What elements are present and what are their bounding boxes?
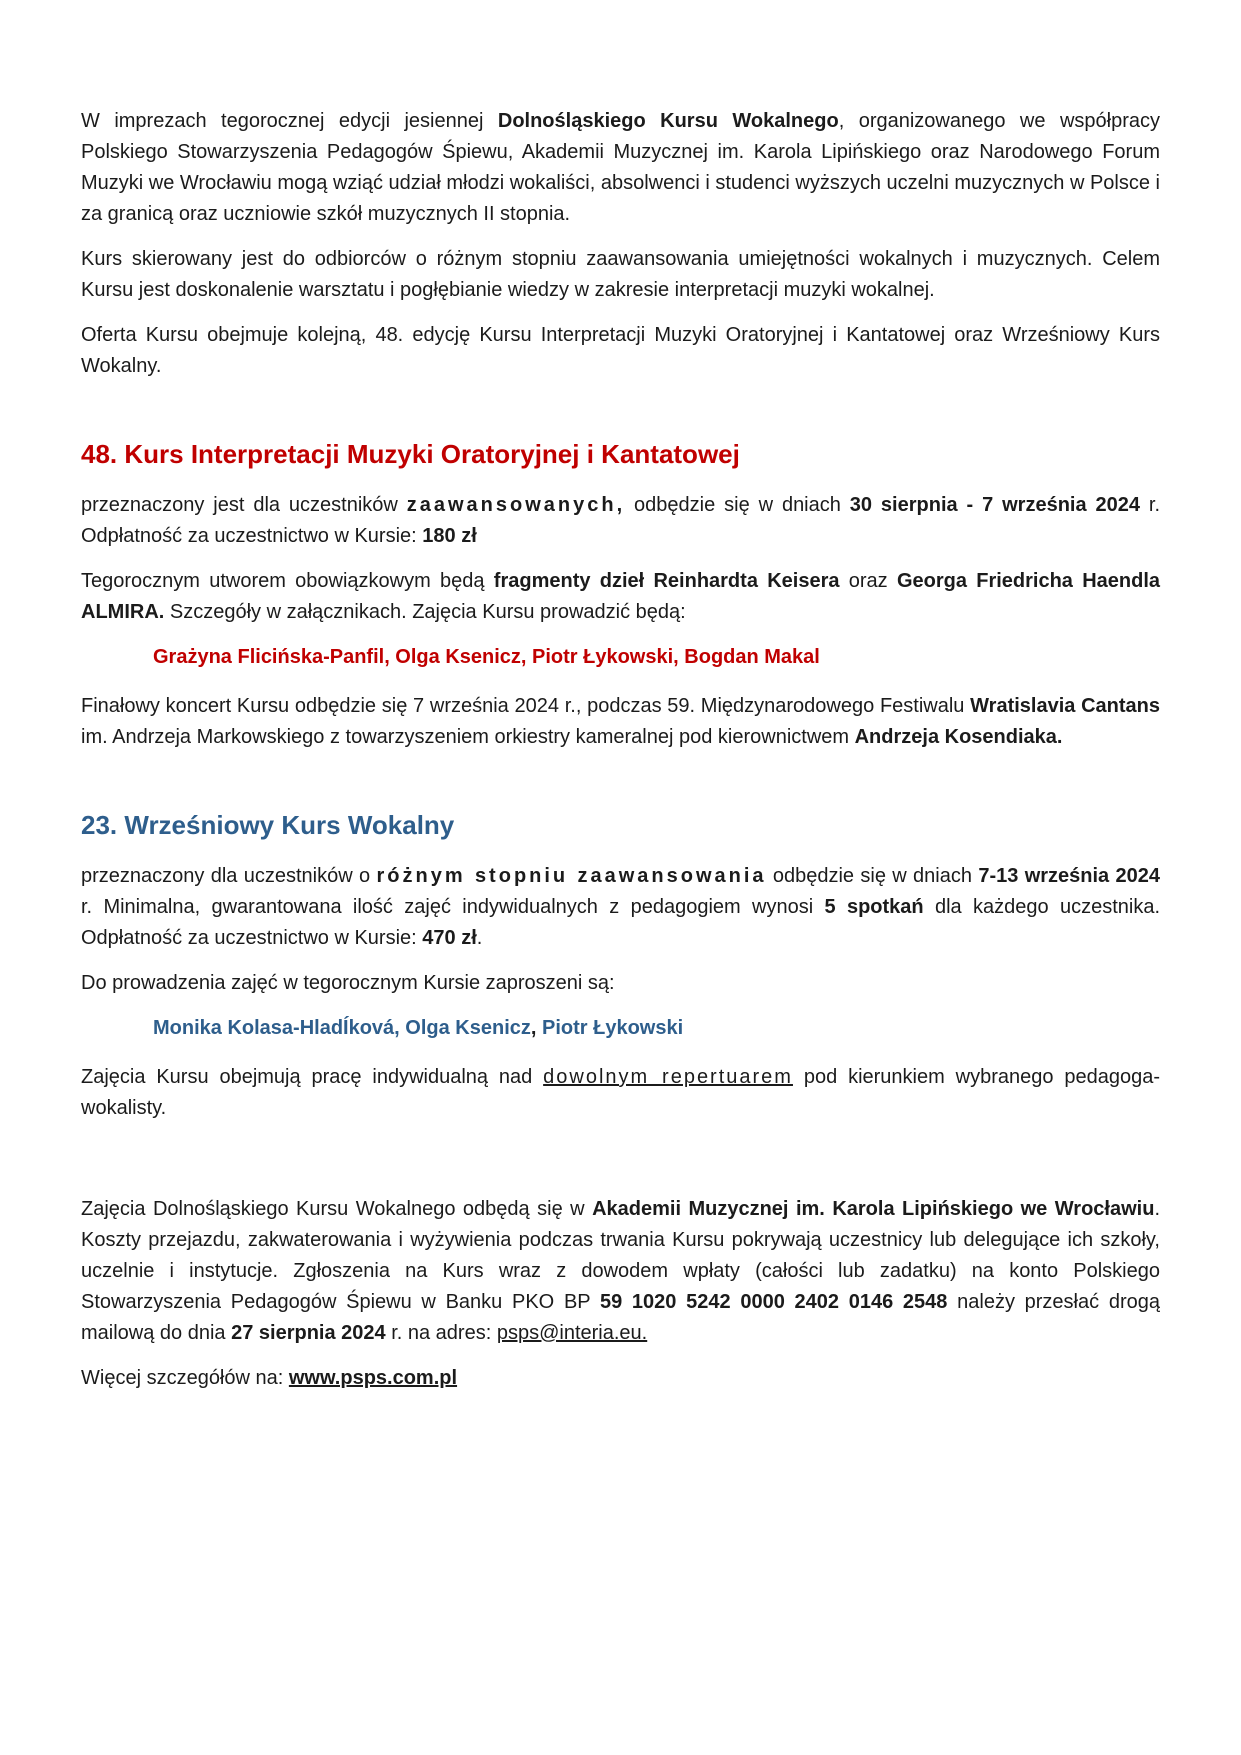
academy-name-bold: Akademii Muzycznej im. Karola Lipińskiego we Wrocławiu [592, 1198, 1155, 1220]
course23-date-range: 7-13 września 2024 [978, 865, 1160, 887]
email-link[interactable]: psps@interia.eu. [496, 1322, 648, 1344]
text-run: r. na adres: [385, 1322, 497, 1344]
text-run: . Koszty przejazdu, zakwaterowania i wyżywienia podczas trwania Kursu pokrywają uczestnicy lub delegujące ich szkoły, uczelnie i instytucje. Zgłoszenia na Kurs wraz z dowodem wpłaty (całości lub zadatku) na konto Polskiego Stowarzyszenia Pedagogów Śpiewu w Banku PKO BP [81, 1198, 1160, 1313]
conductor-name-bold: Andrzeja Kosendiaka. [854, 726, 1063, 748]
text-run: , organizowanego we współpracy Polskiego Stowarzyszenia Pedagogów Śpiewu, Akademii Muzycznej im. Karola Lipińskiego oraz Narodowego Forum Muzyki we Wrocławiu mogą wziąć udział młodzi wokaliści, absolwenci i studenci wyższych uczelni muzycznych w Polsce i za granicą oraz uczniowie szkół muzycznych II stopnia. [81, 110, 1160, 225]
text-run: . [476, 927, 483, 949]
text-run: Szczegóły w załącznikach. Zajęcia Kursu prowadzić będą: [164, 601, 686, 623]
course48-date-range: 30 sierpnia - 7 września 2024 [849, 494, 1140, 516]
paragraph-course48-dates [81, 490, 1160, 552]
text-run: Więcej szczegółów na: [81, 1367, 289, 1389]
paragraph-intro [81, 106, 1160, 230]
paragraph-course23-invite: Do prowadzenia zajęć w tegorocznym Kursie zaproszeni są: [81, 972, 615, 994]
level-emphasis: różnym stopniu zaawansowania [376, 865, 767, 887]
teacher-names-blue: Monika Kolasa-HladÍková, Olga Ksenicz [153, 1017, 531, 1039]
text-run: należy przesłać drogą mailową do dnia [81, 1291, 1160, 1344]
course48-fee: 180 zł [422, 525, 477, 547]
text-run: dla każdego uczestnika. Odpłatność za uczestnictwo w Kursie: [81, 896, 1161, 949]
text-run: oraz [839, 570, 897, 592]
bank-account-number: 59 1020 5242 0000 2402 0146 2548 [599, 1291, 948, 1313]
paragraph-course48-repertoire [81, 566, 1160, 628]
heading-course-48: 48. Kurs Interpretacji Muzyki Oratoryjnej i Kantatowej [81, 439, 740, 469]
heading-course-23: 23. Wrześniowy Kurs Wokalny [81, 810, 455, 840]
text-run: Finałowy koncert Kursu odbędzie się 7 września 2024 r., podczas 59. Międzynarodowego Festiwalu [81, 695, 971, 717]
text-run: im. Andrzeja Markowskiego z towarzyszeniem orkiestry kameralnej pod kierownictwem [81, 726, 855, 748]
text-run: r. Odpłatność za uczestnictwo w Kursie: [81, 494, 1160, 547]
text-run: W imprezach tegorocznej edycji jesiennej [81, 110, 498, 132]
text-run: r. Minimalna, gwarantowana ilość zajęć indywidualnych z pedagogiem wynosi [81, 896, 825, 918]
paragraph-course23-individual [81, 1062, 1160, 1124]
text-run: odbędzie się w dniach [625, 494, 850, 516]
comma-separator: , [530, 1017, 537, 1039]
text-run: przeznaczony dla uczestników o [81, 865, 377, 887]
teacher-names-blue: Piotr Łykowski [536, 1017, 684, 1039]
paragraph-course48-finale [81, 691, 1160, 753]
repertoire-keiser-bold: fragmenty dzieł Reinhardta Keisera [493, 570, 840, 592]
text-run: Zajęcia Dolnośląskiego Kursu Wokalnego odbędą się w [81, 1198, 593, 1220]
paragraph-audience: Kurs skierowany jest do odbiorców o różnym stopniu zaawansowania umiejętności wokalnych i muzycznych. Celem Kursu jest doskonalenie warsztatu i pogłębianie wiedzy w zakresie interpretacji muzyki wokalnej. [81, 248, 1160, 301]
paragraph-offer: Oferta Kursu obejmuje kolejną, 48. edycję Kursu Interpretacji Muzyki Oratoryjnej i Kantatowej oraz Wrześniowy Kurs Wokalny. [81, 324, 1160, 377]
paragraph-footer-more [81, 1363, 1160, 1394]
course23-meetings-bold: 5 spotkań [824, 896, 924, 918]
text-run: przeznaczony jest dla uczestników [81, 494, 407, 516]
text-run: Tegorocznym utworem obowiązkowym będą [81, 570, 494, 592]
repertoire-underline-emphasis: dowolnym repertuarem [543, 1066, 793, 1088]
text-run: pod kierunkiem wybranego pedagoga-wokalisty. [81, 1066, 1160, 1119]
text-run: Zajęcia Kursu obejmują pracę indywidualną nad [81, 1066, 544, 1088]
festival-name-bold: Wratislavia Cantans [970, 695, 1161, 717]
repertoire-haendel-bold: Georga Friedricha Haendla ALMIRA. [81, 570, 1160, 623]
course-name-bold: Dolnośląskiego Kursu Wokalnego [497, 110, 839, 132]
paragraph-footer-info [81, 1194, 1160, 1349]
course23-fee: 470 zł [422, 927, 477, 949]
website-link[interactable]: www.psps.com.pl [288, 1367, 458, 1389]
deadline-date-bold: 27 sierpnia 2024 [231, 1322, 386, 1344]
text-run: odbędzie się w dniach [766, 865, 979, 887]
course48-teachers-list: Grażyna Flicińska-Panfil, Olga Ksenicz, Piotr Łykowski, Bogdan Makal [153, 646, 820, 668]
course23-teachers-list [81, 1013, 1160, 1044]
advanced-emphasis: zaawansowanych, [406, 494, 626, 516]
paragraph-course23-dates [81, 861, 1160, 954]
